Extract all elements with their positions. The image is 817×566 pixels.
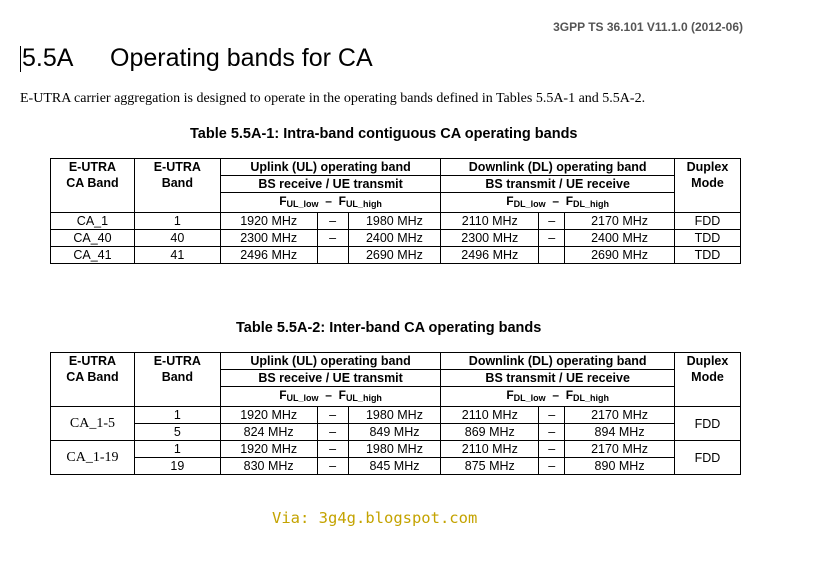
table-row: CA_1 1 1920 MHz – 1980 MHz 2110 MHz – 2170 MHz FDD [51,213,741,230]
table1-caption: Table 5.5A-1: Intra-band contiguous CA operating bands [190,126,578,142]
col-ul-range: $F_{UL\_low} - F_{UL\_high}$ [220,387,441,407]
table-row: 5 824 MHz – 849 MHz 869 MHz – 894 MHz [51,424,741,441]
col-downlink-sub: BS transmit / UE receive [441,176,675,193]
col-dl-range: $F_{DL\_low} - F_{DL\_high}$ [441,387,675,407]
col-duplex: Duplex Mode [674,353,740,407]
table2-caption: Table 5.5A-2: Inter-band CA operating bands [236,320,542,336]
col-uplink-sub: BS receive / UE transmit [220,370,441,387]
col-ca-band: E-UTRA CA Band [51,353,135,407]
col-uplink-sub: BS receive / UE transmit [220,176,441,193]
col-dl-range: $F_{DL\_low} - F_{DL\_high}$ [441,193,675,213]
section-title [22,44,373,73]
table-row: CA_1-5 1 1920 MHz – 1980 MHz 2110 MHz – 2170 MHz FDD [51,407,741,424]
col-ul-range: $F_{UL\_low} - F_{UL\_high}$ [220,193,441,213]
table-row: 19 830 MHz – 845 MHz 875 MHz – 890 MHz [51,458,741,475]
col-duplex: Duplex Mode [674,159,740,213]
table-row: CA_41 41 2496 MHz 2690 MHz 2496 MHz 2690 MHz TDD [51,247,741,264]
col-uplink: Uplink (UL) operating band [220,353,441,370]
table2 [50,352,741,475]
section-heading: Operating bands for CA [110,44,373,72]
col-downlink: Downlink (DL) operating band [441,159,675,176]
table-row: CA_1-19 1 1920 MHz – 1980 MHz 2110 MHz – 2170 MHz FDD [51,441,741,458]
table1 [50,158,741,264]
section-number: 5.5A [22,44,74,72]
col-ca-band: E-UTRA CA Band [51,159,135,213]
spec-header: 3GPP TS 36.101 V11.1.0 (2012-06) [553,20,743,34]
col-uplink: Uplink (UL) operating band [220,159,441,176]
intro-paragraph: E-UTRA carrier aggregation is designed to operate in the operating bands defined in Tables 5.5A-1 and 5.5A-2. [20,91,646,106]
col-band: E-UTRA Band [134,353,220,407]
table-row: CA_40 40 2300 MHz – 2400 MHz 2300 MHz – 2400 MHz TDD [51,230,741,247]
col-downlink: Downlink (DL) operating band [441,353,675,370]
col-band: E-UTRA Band [134,159,220,213]
via-credit: Via: 3g4g.blogspot.com [272,509,478,527]
text-cursor [20,46,21,72]
col-downlink-sub: BS transmit / UE receive [441,370,675,387]
